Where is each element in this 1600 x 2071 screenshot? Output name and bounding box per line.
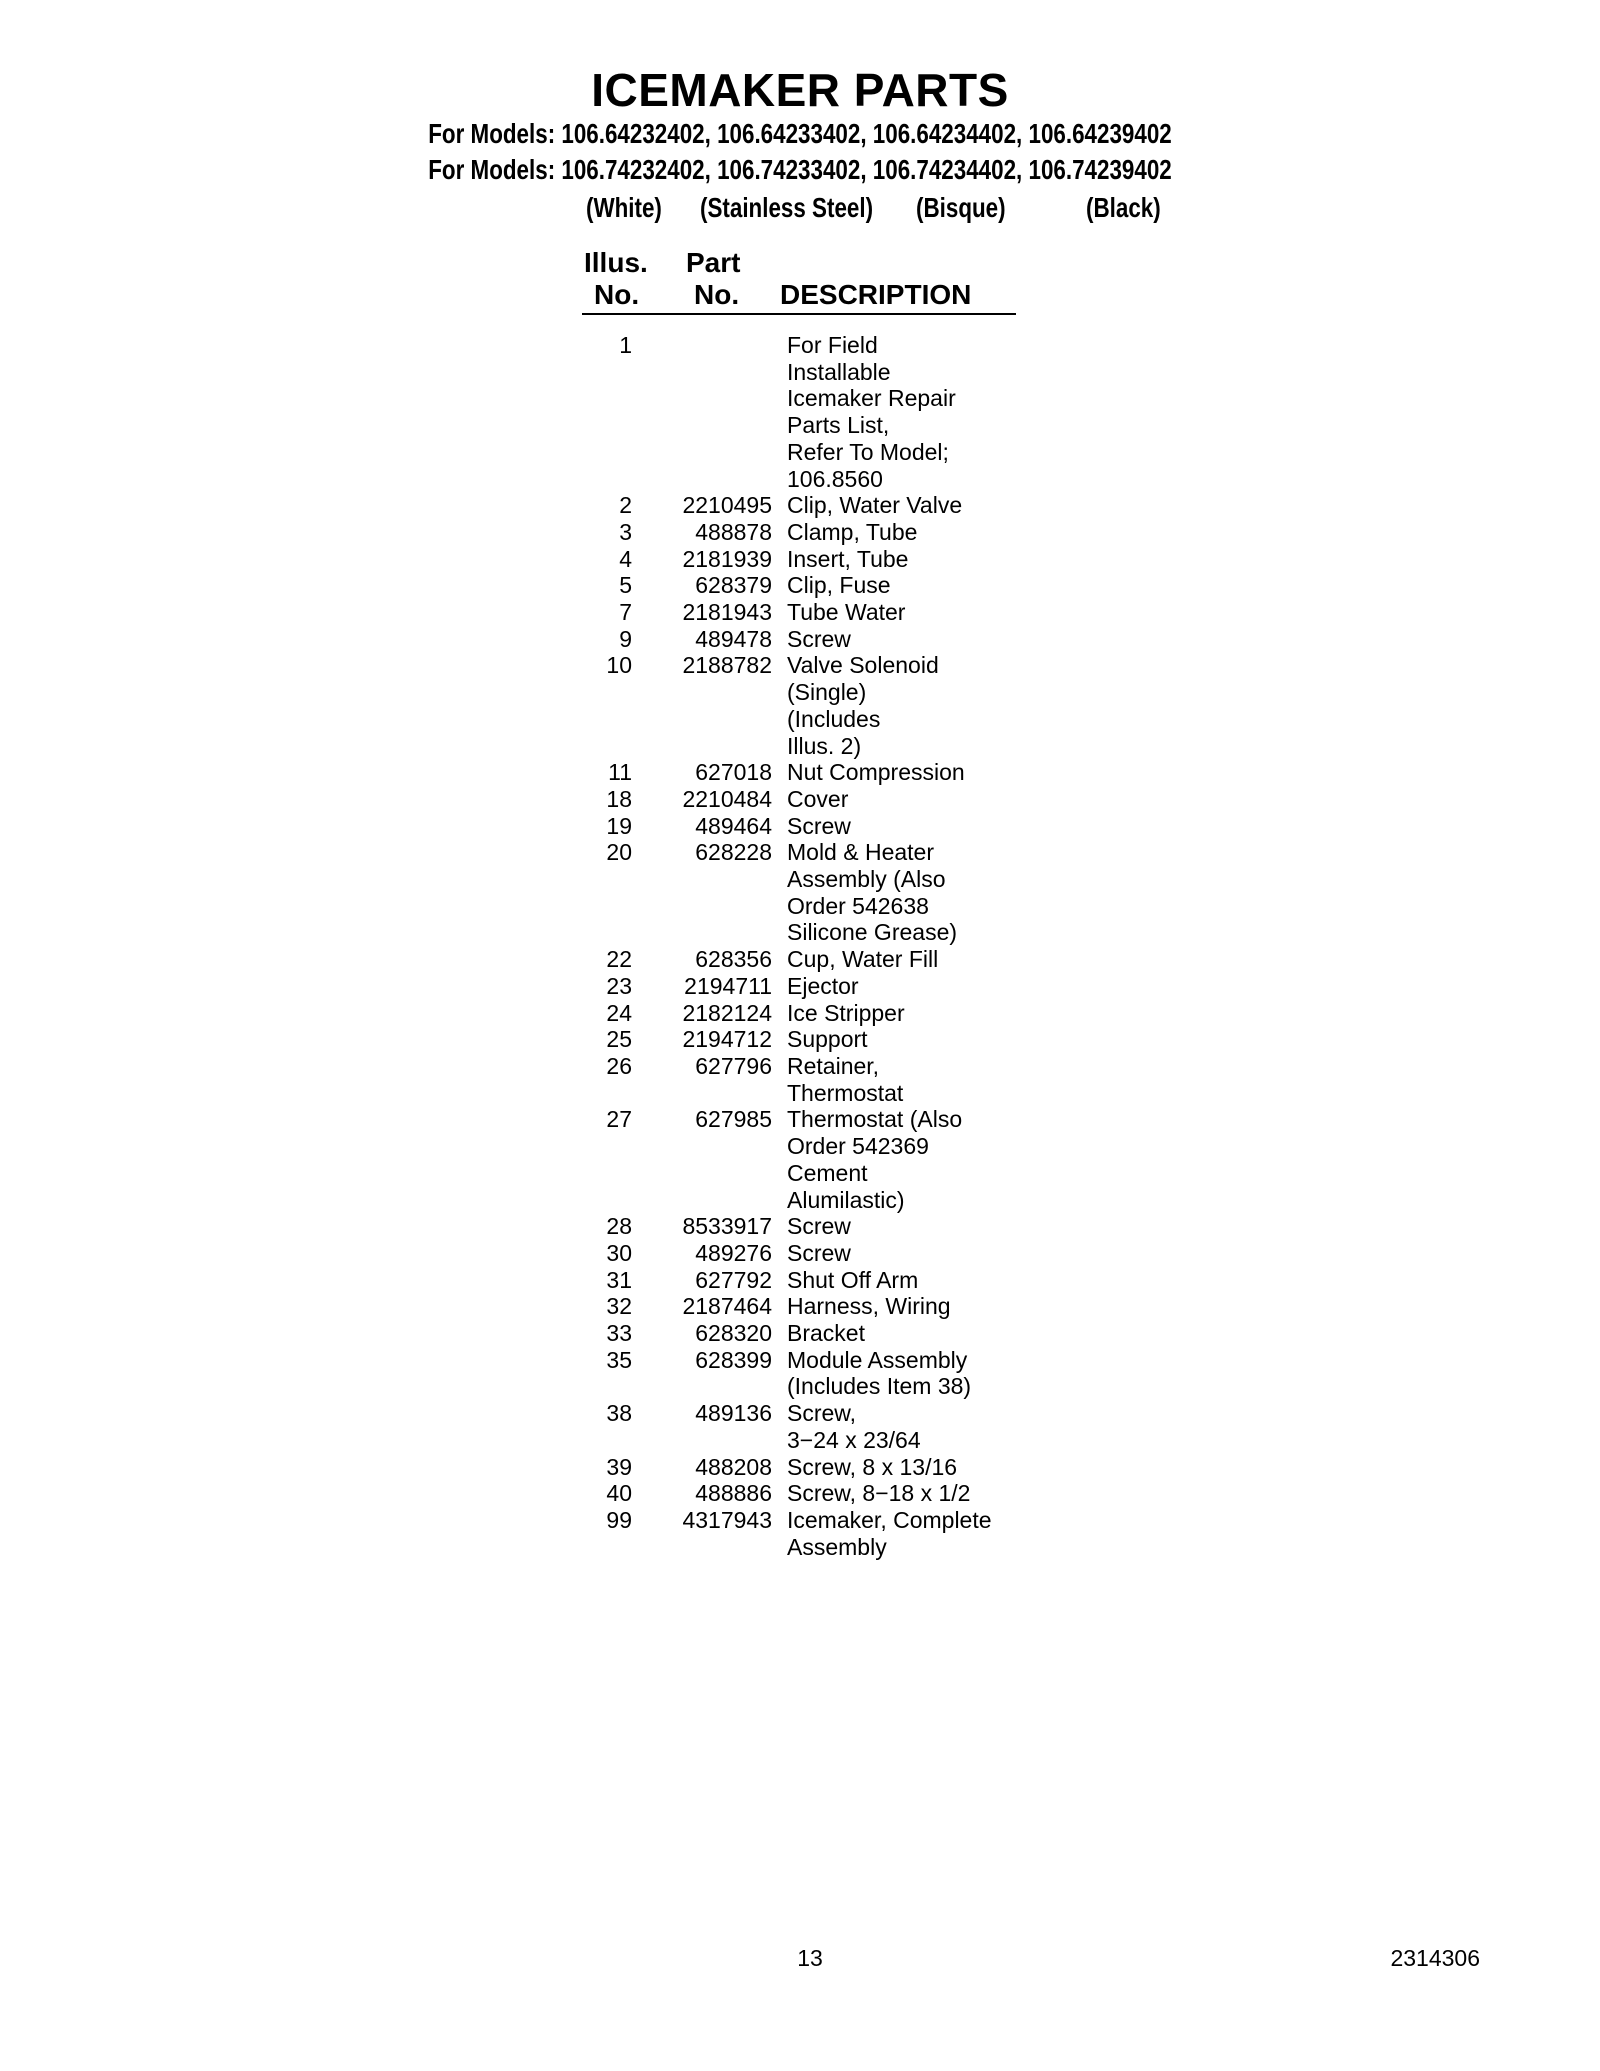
- illus-number: 18: [606, 785, 632, 812]
- table-row: [0, 973, 1600, 1000]
- illus-number: 24: [606, 999, 632, 1026]
- illus-number: 20: [606, 839, 632, 866]
- part-number: 2194711: [684, 972, 772, 999]
- illus-number: 32: [606, 1293, 632, 1320]
- description-line: Order 542369: [787, 1133, 929, 1160]
- part-description: [787, 1400, 1047, 1453]
- description-line: Mold & Heater: [787, 839, 935, 866]
- table-row: [0, 1400, 1600, 1453]
- illus-number: 19: [606, 812, 632, 839]
- part-description: [787, 492, 1047, 519]
- models-line-2: For Models: 106.74232402, 106.74233402, 106.74234402, 106.74239402: [428, 154, 1172, 185]
- description-line: Nut Compression: [787, 759, 965, 786]
- table-row: [0, 1106, 1600, 1213]
- table-row: [0, 1240, 1600, 1267]
- illus-number: 40: [606, 1480, 632, 1507]
- description-line: Thermostat (Also: [787, 1106, 963, 1133]
- description-line: Insert, Tube: [787, 545, 909, 572]
- illus-number: 27: [606, 1106, 632, 1133]
- part-description: [787, 813, 1047, 840]
- part-description: [787, 946, 1047, 973]
- part-number: 627796: [695, 1052, 772, 1079]
- part-description: [787, 1320, 1047, 1347]
- part-number: 628379: [695, 572, 772, 599]
- part-description: [787, 839, 1047, 946]
- col-description: DESCRIPTION: [780, 279, 972, 310]
- table-row: [0, 839, 1600, 946]
- parts-list: [0, 332, 1600, 1560]
- table-row: [0, 1267, 1600, 1294]
- table-row: [0, 1293, 1600, 1320]
- description-line: Retainer,: [787, 1052, 880, 1079]
- part-description: [787, 1293, 1047, 1320]
- part-number: 2181943: [682, 599, 772, 626]
- part-description: [787, 1026, 1047, 1053]
- part-number: 627018: [695, 759, 772, 786]
- table-row: [0, 1213, 1600, 1240]
- table-row: [0, 1347, 1600, 1400]
- illus-number: 30: [606, 1239, 632, 1266]
- part-description: [787, 572, 1047, 599]
- table-row: [0, 1507, 1600, 1560]
- description-line: Cup, Water Fill: [787, 946, 939, 973]
- part-description: [787, 1347, 1047, 1400]
- description-line: (Includes: [787, 705, 881, 732]
- part-description: [787, 1507, 1047, 1560]
- table-row: [0, 1053, 1600, 1106]
- description-line: Screw: [787, 1213, 851, 1240]
- part-description: [787, 1053, 1047, 1106]
- part-number: 4317943: [682, 1506, 772, 1533]
- description-line: Ejector: [787, 972, 859, 999]
- models-line-1: For Models: 106.64232402, 106.64233402, 106.64234402, 106.64239402: [428, 118, 1172, 149]
- table-row: [0, 492, 1600, 519]
- description-line: Refer To Model;: [787, 438, 949, 465]
- table-row: [0, 519, 1600, 546]
- part-number: 628399: [695, 1346, 772, 1373]
- table-row: [0, 1000, 1600, 1027]
- description-line: Screw: [787, 625, 851, 652]
- description-line: Bracket: [787, 1320, 865, 1347]
- part-number: 2181939: [682, 545, 772, 572]
- illus-number: 3: [619, 518, 632, 545]
- part-number: 628320: [695, 1320, 772, 1347]
- part-number: 2210495: [682, 492, 772, 519]
- table-row: [0, 759, 1600, 786]
- part-number: 628356: [695, 946, 772, 973]
- description-line: Screw,: [787, 1400, 857, 1427]
- table-row: [0, 1480, 1600, 1507]
- table-row: [0, 1320, 1600, 1347]
- illus-number: 26: [606, 1052, 632, 1079]
- table-row: [0, 332, 1600, 492]
- description-line: Harness, Wiring: [787, 1293, 951, 1320]
- part-description: [787, 973, 1047, 1000]
- part-number: 489136: [695, 1400, 772, 1427]
- table-row: [0, 1454, 1600, 1481]
- table-row: [0, 786, 1600, 813]
- description-line: Screw, 8−18 x 1/2: [787, 1480, 971, 1507]
- description-line: Icemaker, Complete: [787, 1506, 992, 1533]
- description-line: (Single): [787, 679, 867, 706]
- col-illus-line-2: No.: [594, 279, 640, 310]
- document-number: 2314306: [1390, 1945, 1480, 1971]
- part-description: [787, 1480, 1047, 1507]
- part-description: [787, 1213, 1047, 1240]
- illus-number: 1: [619, 332, 632, 358]
- part-number: 628228: [695, 839, 772, 866]
- description-line: Installable: [787, 358, 891, 385]
- color-white: (White): [586, 192, 662, 223]
- part-description: [787, 1267, 1047, 1294]
- description-line: Valve Solenoid: [787, 652, 939, 679]
- part-number: 2188782: [682, 652, 772, 679]
- illus-number: 4: [619, 545, 632, 572]
- illus-number: 39: [606, 1453, 632, 1480]
- part-number: 489478: [695, 625, 772, 652]
- description-line: Ice Stripper: [787, 999, 905, 1026]
- illus-number: 9: [619, 625, 632, 652]
- illus-number: 99: [606, 1506, 632, 1533]
- part-description: [787, 759, 1047, 786]
- description-line: Screw: [787, 1239, 851, 1266]
- part-number: 2182124: [682, 999, 772, 1026]
- illus-number: 22: [606, 946, 632, 973]
- part-number: 488208: [695, 1453, 772, 1480]
- part-description: [787, 546, 1047, 573]
- col-part-line-2: No.: [694, 279, 740, 310]
- part-description: [787, 652, 1047, 759]
- description-line: Order 542638: [787, 892, 929, 919]
- part-number: 489464: [695, 812, 772, 839]
- part-description: [787, 599, 1047, 626]
- col-illus-line-1: Illus.: [584, 247, 648, 278]
- illus-number: 23: [606, 972, 632, 999]
- description-line: Clamp, Tube: [787, 518, 918, 545]
- illus-number: 2: [619, 492, 632, 519]
- description-line: Alumilastic): [787, 1186, 905, 1213]
- part-number: 2187464: [682, 1293, 772, 1320]
- part-description: [787, 519, 1047, 546]
- page-title: ICEMAKER PARTS: [591, 64, 1009, 116]
- illus-number: 33: [606, 1320, 632, 1347]
- part-number: 2210484: [682, 785, 772, 812]
- illus-number: 35: [606, 1346, 632, 1373]
- part-description: [787, 1240, 1047, 1267]
- page-number: 13: [797, 1945, 823, 1971]
- illus-number: 31: [606, 1266, 632, 1293]
- illus-number: 11: [608, 759, 632, 786]
- description-line: Shut Off Arm: [787, 1266, 919, 1293]
- color-black: (Black): [1086, 192, 1161, 223]
- illus-number: 25: [606, 1026, 632, 1053]
- table-row: [0, 599, 1600, 626]
- part-number: 8533917: [682, 1213, 772, 1240]
- part-description: [787, 1106, 1047, 1213]
- description-line: Assembly (Also: [787, 866, 946, 893]
- color-stainless-steel: (Stainless Steel): [700, 192, 874, 223]
- color-bisque: (Bisque): [916, 192, 1006, 223]
- description-line: Support: [787, 1026, 868, 1053]
- illus-number: 38: [606, 1400, 632, 1427]
- description-line: Screw: [787, 812, 851, 839]
- description-line: (Includes Item 38): [787, 1373, 972, 1400]
- table-row: [0, 946, 1600, 973]
- description-line: For Field: [787, 332, 878, 358]
- description-line: Tube Water: [787, 599, 906, 626]
- part-number: 488886: [695, 1480, 772, 1507]
- description-line: Assembly: [787, 1533, 887, 1560]
- part-number: 488878: [695, 518, 772, 545]
- description-line: Illus. 2): [787, 732, 862, 759]
- description-line: Screw, 8 x 13/16: [787, 1453, 958, 1480]
- table-row: [0, 572, 1600, 599]
- part-description: [787, 1000, 1047, 1027]
- description-line: Icemaker Repair: [787, 385, 956, 412]
- header-rule: [582, 313, 1016, 315]
- illus-number: 10: [606, 652, 632, 679]
- part-number: 2194712: [682, 1026, 772, 1053]
- table-row: [0, 546, 1600, 573]
- table-row: [0, 813, 1600, 840]
- description-line: Module Assembly: [787, 1346, 968, 1373]
- part-description: [787, 332, 1047, 492]
- illus-number: 28: [606, 1213, 632, 1240]
- color-options: [0, 190, 1600, 226]
- table-row: [0, 626, 1600, 653]
- description-line: Silicone Grease): [787, 919, 958, 946]
- description-line: Parts List,: [787, 412, 890, 439]
- description-line: 3−24 x 23/64: [787, 1426, 921, 1453]
- description-line: Thermostat: [787, 1079, 904, 1106]
- part-description: [787, 1454, 1047, 1481]
- part-description: [787, 626, 1047, 653]
- part-number: 627985: [695, 1106, 772, 1133]
- description-line: Cover: [787, 785, 849, 812]
- description-line: 106.8560: [787, 465, 883, 492]
- part-number: 489276: [695, 1239, 772, 1266]
- table-row: [0, 1026, 1600, 1053]
- description-line: Cement: [787, 1159, 868, 1186]
- illus-number: 7: [619, 599, 632, 626]
- col-part-line-1: Part: [686, 247, 741, 278]
- description-line: Clip, Water Valve: [787, 492, 963, 519]
- illus-number: 5: [619, 572, 632, 599]
- description-line: Clip, Fuse: [787, 572, 891, 599]
- part-description: [787, 786, 1047, 813]
- table-row: [0, 652, 1600, 759]
- part-number: 627792: [695, 1266, 772, 1293]
